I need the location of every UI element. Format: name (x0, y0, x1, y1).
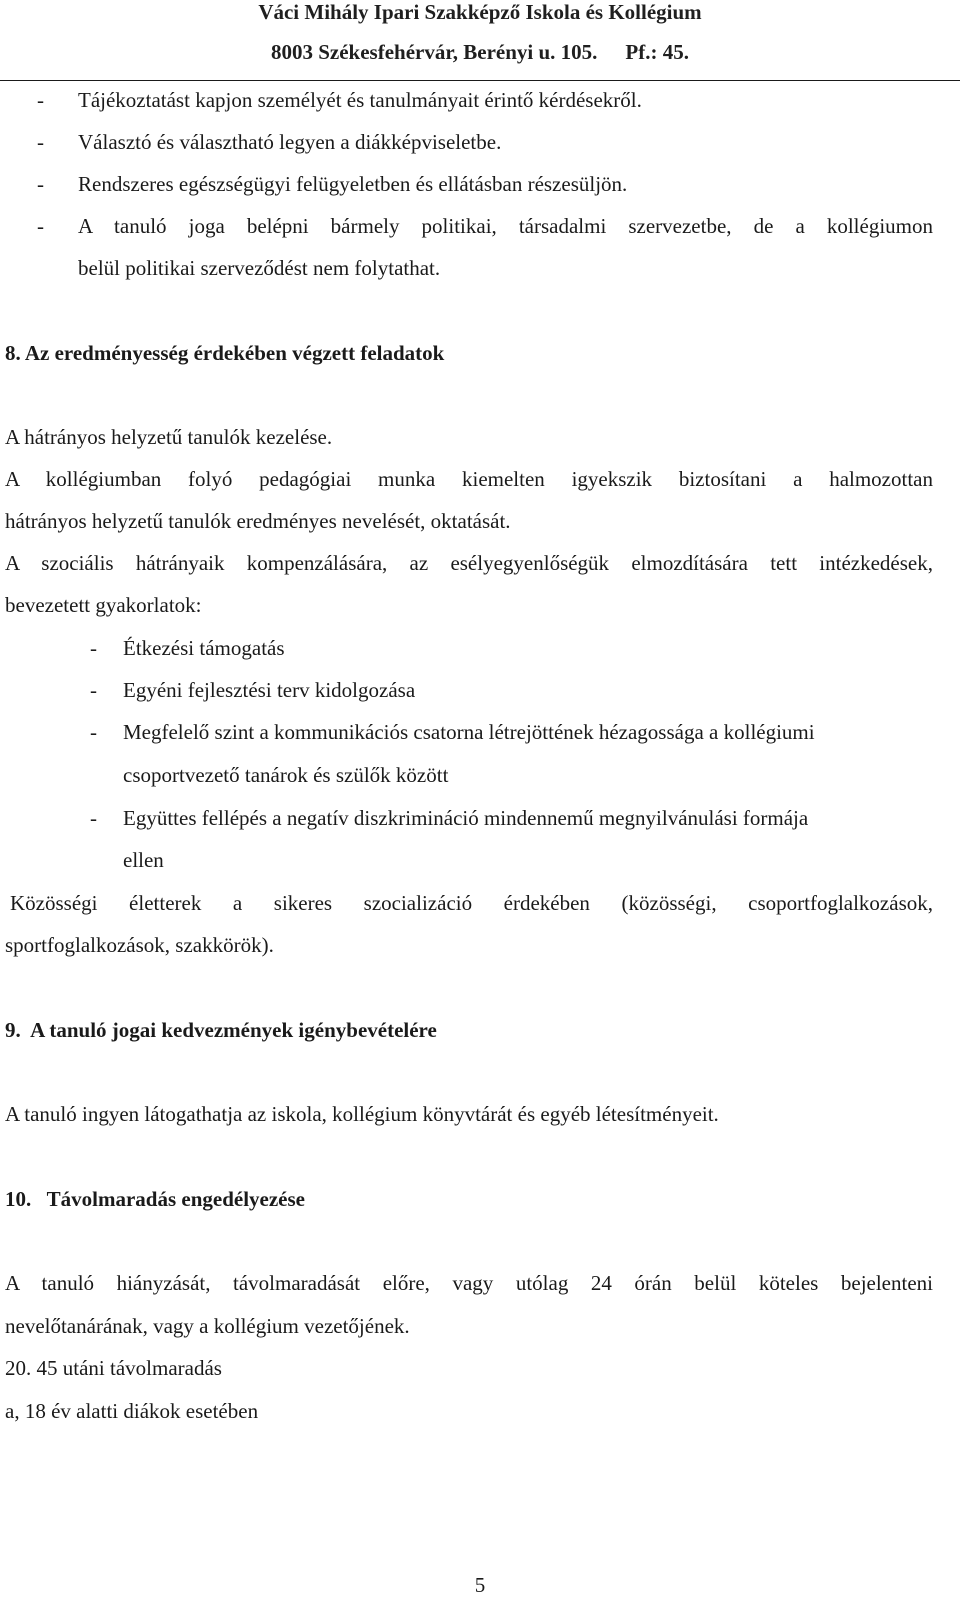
section-heading: 8. Az eredményesség érdekében végzett feladatok (5, 341, 445, 365)
paragraph-line: A tanuló hiányzását, távolmaradását előre, vagy utólag 24 órán belül köteles bejelenteni (5, 1271, 933, 1295)
section-heading: 9. A tanuló jogai kedvezmények igénybevételére (5, 1018, 437, 1042)
bullet-dash: - (37, 88, 44, 112)
paragraph-line: Közösségi életterek a sikeres szocializáció érdekében (közösségi, csoportfoglalkozások, (10, 891, 933, 915)
bullet-dash: - (37, 172, 44, 196)
paragraph-line: sportfoglalkozások, szakkörök). (5, 933, 274, 957)
list-item (90, 678, 415, 703)
paragraph-line: A kollégiumban folyó pedagógiai munka kiemelten igyekszik biztosítani a halmozottan (5, 467, 933, 491)
list-item-text: Együttes fellépés a negatív diszkrimináció mindennemű megnyilvánulási formája (123, 806, 809, 830)
section-heading: 10. Távolmaradás engedélyezése (5, 1187, 305, 1211)
paragraph-line: a, 18 év alatti diákok esetében (5, 1399, 259, 1423)
header-rule (0, 80, 960, 81)
list-item-text: Választó és választható legyen a diákképviseletbe. (78, 130, 502, 154)
paragraph (5, 1271, 933, 1296)
list-item (37, 214, 933, 239)
list-item-continuation: csoportvezető tanárok és szülők között (123, 763, 449, 787)
bullet-dash: - (90, 678, 97, 702)
list-item-text: Egyéni fejlesztési terv kidolgozása (123, 678, 416, 702)
list-item (37, 130, 501, 155)
bullet-dash: - (90, 636, 97, 660)
pobox-text: Pf.: 45. (625, 40, 689, 64)
list-item-text: Megfelelő szint a kommunikációs csatorna létrejöttének hézagossága a kollégiumi (123, 720, 815, 744)
list-item (90, 636, 285, 661)
page-number: 5 (474, 1573, 486, 1597)
bullet-dash: - (90, 806, 97, 830)
list-item-text: A tanuló joga belépni bármely politikai, társadalmi szervezetbe, de a kollégiumon (78, 214, 933, 238)
paragraph-line: nevelőtanárának, vagy a kollégium vezetőjének. (5, 1314, 410, 1338)
paragraph: A hátrányos helyzetű tanulók kezelése. (5, 425, 333, 449)
address-text: 8003 Székesfehérvár, Berényi u. 105. (270, 40, 598, 64)
institution-address (0, 40, 960, 65)
paragraph (10, 891, 933, 916)
list-item-text: Tájékoztatást kapjon személyét és tanulmányait érintő kérdésekről. (78, 88, 642, 112)
paragraph-line: hátrányos helyzetű tanulók eredményes nevelését, oktatását. (5, 509, 511, 533)
list-item-text: Étkezési támogatás (123, 636, 285, 660)
bullet-dash: - (37, 214, 44, 238)
paragraph: A tanuló ingyen látogathatja az iskola, kollégium könyvtárát és egyéb létesítményeit. (5, 1102, 719, 1126)
bullet-dash: - (90, 720, 97, 744)
institution-name: Váci Mihály Ipari Szakképző Iskola és Kollégium (258, 0, 702, 24)
bullet-dash: - (37, 130, 44, 154)
list-item (37, 88, 642, 113)
paragraph (5, 467, 933, 492)
list-item (37, 172, 627, 197)
list-item (90, 720, 815, 745)
list-item-continuation: ellen (123, 848, 164, 872)
list-item-text: Rendszeres egészségügyi felügyeletben és ellátásban részesüljön. (78, 172, 628, 196)
paragraph-line: 20. 45 utáni távolmaradás (5, 1356, 222, 1380)
paragraph (5, 551, 933, 576)
list-item (90, 806, 808, 831)
paragraph-line: bevezetett gyakorlatok: (5, 593, 202, 617)
paragraph-line: A szociális hátrányaik kompenzálására, az esélyegyenlőségük elmozdítására tett intézkedések, (5, 551, 933, 575)
list-item-continuation: belül politikai szerveződést nem folytathat. (78, 256, 441, 280)
